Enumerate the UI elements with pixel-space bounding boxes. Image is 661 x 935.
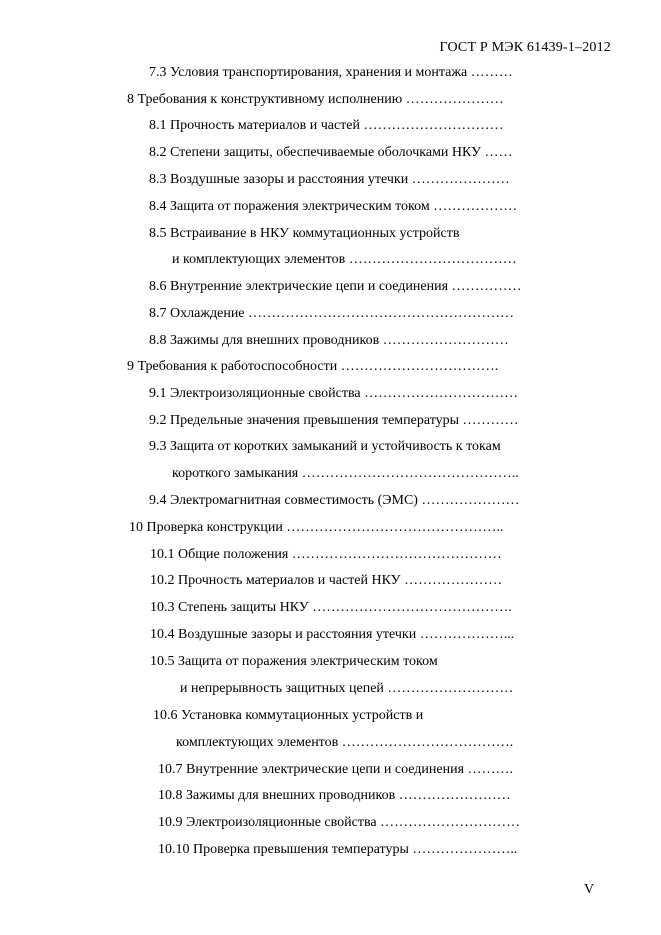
toc-entry-8-6[interactable]: 8.6 Внутренние электрические цепи и соединения …………… xyxy=(149,279,522,294)
toc-entry-10[interactable]: 10 Проверка конструкции ……………………………………….. xyxy=(129,520,504,535)
toc-entry-10-6[interactable]: 10.6 Установка коммутационных устройств и xyxy=(153,708,424,723)
toc-entry-10-4[interactable]: 10.4 Воздушные зазоры и расстояния утечки ………………... xyxy=(150,627,515,642)
toc-entry-8-8[interactable]: 8.8 Зажимы для внешних проводников ……………………… xyxy=(149,333,509,348)
toc-entry-7-3[interactable]: 7.3 Условия транспортирования, хранения и монтажа ……… xyxy=(149,65,513,80)
toc-entry-9-4[interactable]: 9.4 Электромагнитная совместимость (ЭМС) ………………… xyxy=(149,493,520,508)
toc-entry-8-3[interactable]: 8.3 Воздушные зазоры и расстояния утечки ………………… xyxy=(149,172,510,187)
toc-entry-10-5[interactable]: 10.5 Защита от поражения электрическим током xyxy=(150,654,438,669)
toc-entry-10-2[interactable]: 10.2 Прочность материалов и частей НКУ ………………… xyxy=(150,573,503,588)
toc-entry-9-2[interactable]: 9.2 Предельные значения превышения температуры ………… xyxy=(149,413,519,428)
toc-entry-10-1[interactable]: 10.1 Общие положения ……………………………………… xyxy=(150,547,502,562)
toc-entry-9-3-cont[interactable]: короткого замыкания ……………………………………….. xyxy=(172,466,519,481)
document-header: ГОСТ Р МЭК 61439-1–2012 xyxy=(439,40,611,55)
toc-entry-8-1[interactable]: 8.1 Прочность материалов и частей ………………………… xyxy=(149,118,504,133)
page-number: V xyxy=(584,882,595,897)
toc-entry-8-5[interactable]: 8.5 Встраивание в НКУ коммутационных устройств xyxy=(149,226,460,241)
toc-entry-10-7[interactable]: 10.7 Внутренние электрические цепи и соединения ………. xyxy=(158,762,514,777)
toc-entry-10-8[interactable]: 10.8 Зажимы для внешних проводников …………………… xyxy=(158,788,511,803)
toc-entry-8-7[interactable]: 8.7 Охлаждение ………………………………………………… xyxy=(149,306,515,321)
toc-entry-10-6-cont[interactable]: комплектующих элементов ………………………………. xyxy=(176,735,514,750)
toc-entry-10-5-cont[interactable]: и непрерывность защитных цепей ……………………… xyxy=(180,681,514,696)
toc-entry-9-1[interactable]: 9.1 Электроизоляционные свойства …………………………… xyxy=(149,386,519,401)
toc-entry-9-3[interactable]: 9.3 Защита от коротких замыканий и устойчивость к токам xyxy=(149,439,501,454)
toc-entry-8-2[interactable]: 8.2 Степени защиты, обеспечиваемые оболочками НКУ …… xyxy=(149,145,513,160)
toc-entry-9[interactable]: 9 Требования к работоспособности ……………………………. xyxy=(127,359,499,374)
toc-entry-10-3[interactable]: 10.3 Степень защиты НКУ ……………………………………. xyxy=(150,600,512,615)
toc-entry-8-4[interactable]: 8.4 Защита от поражения электрическим током ……………… xyxy=(149,199,518,214)
toc-entry-8[interactable]: 8 Требования к конструктивному исполнению ………………… xyxy=(127,92,504,107)
toc-entry-10-10[interactable]: 10.10 Проверка превышения температуры ………………….. xyxy=(158,842,518,857)
toc-entry-10-9[interactable]: 10.9 Электроизоляционные свойства ………………………… xyxy=(158,815,521,830)
toc-entry-8-5-cont[interactable]: и комплектующих элементов ……………………………… xyxy=(172,252,517,267)
